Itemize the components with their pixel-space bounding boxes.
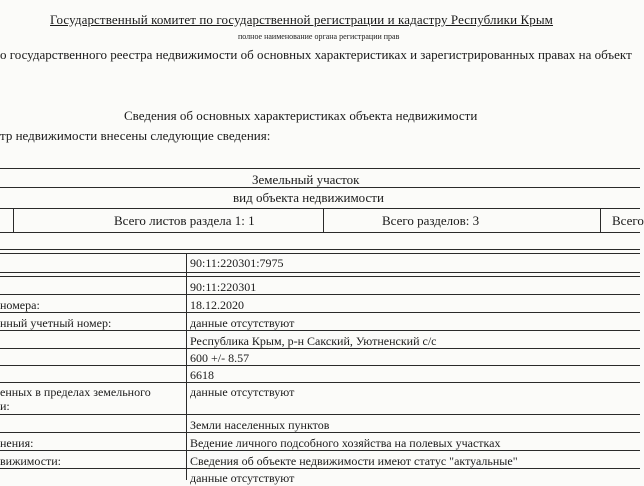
cell-divider-3 bbox=[600, 208, 601, 232]
row-border bbox=[0, 382, 640, 383]
previous-number-label: нный учетный номер: bbox=[0, 316, 112, 330]
table-divider bbox=[0, 208, 640, 209]
object-kind-caption: вид объекта недвижимости bbox=[233, 190, 384, 205]
row-border bbox=[0, 312, 640, 313]
objects-within-value: данные отсутствуют bbox=[190, 385, 295, 399]
status-value: Сведения об объекте недвижимости имеют статус "актуальные" bbox=[190, 454, 518, 468]
intro-text: тр недвижимости внесены следующие сведения: bbox=[0, 128, 271, 143]
object-kind-underline bbox=[0, 187, 640, 188]
area-value: 600 +/- 8.57 bbox=[190, 351, 250, 365]
row-border bbox=[0, 450, 640, 451]
section-title: Сведения об основных характеристиках объекта недвижимости bbox=[124, 108, 478, 123]
column-divider bbox=[186, 253, 187, 480]
table-divider-3 bbox=[0, 249, 640, 250]
extra-info-value: данные отсутствуют bbox=[190, 471, 295, 485]
row-border bbox=[0, 276, 640, 277]
objects-within-label: енных в пределах земельного bbox=[0, 385, 151, 399]
status-label: вижимости: bbox=[0, 454, 62, 468]
land-category-value: Земли населенных пунктов bbox=[190, 418, 330, 432]
cell-divider-1 bbox=[13, 208, 14, 232]
address-value: Республика Крым, р-н Сакский, Уютненский с/с bbox=[190, 334, 437, 348]
cadastral-value: 6618 bbox=[190, 368, 214, 382]
assignment-date-label: номера: bbox=[0, 298, 40, 312]
previous-number-value: данные отсутствуют bbox=[190, 316, 295, 330]
objects-within-label-2: и: bbox=[0, 399, 10, 413]
row-border bbox=[0, 330, 640, 331]
agency-caption: полное наименование органа регистрации прав bbox=[238, 32, 400, 41]
agency-name: Государственный комитет по государственной регистрации и кадастру Республики Крым bbox=[50, 12, 554, 27]
quarter-number-value: 90:11:220301 bbox=[190, 280, 257, 294]
table-divider-2 bbox=[0, 232, 640, 233]
cell-divider-2 bbox=[323, 208, 324, 232]
row-border bbox=[0, 294, 640, 295]
permitted-use-label: нения: bbox=[0, 436, 34, 450]
row-border bbox=[0, 432, 640, 433]
permitted-use-value: Ведение личного подсобного хозяйства на полевых участках bbox=[190, 436, 501, 450]
row-border bbox=[0, 348, 640, 349]
row-border bbox=[0, 365, 640, 366]
sheets-section-count: Всего листов раздела 1: 1 bbox=[114, 213, 255, 228]
sections-total: Всего разделов: 3 bbox=[382, 213, 480, 228]
row-border bbox=[0, 272, 640, 273]
cadastral-number-value: 90:11:220301:7975 bbox=[190, 256, 284, 270]
extract-title: о государственного реестра недвижимости об основных характеристиках и зарегистрированных правах на объект bbox=[0, 47, 632, 62]
sheets-total-cut: Всего bbox=[612, 213, 644, 228]
object-kind: Земельный участок bbox=[252, 172, 360, 187]
row-border bbox=[0, 253, 640, 254]
table-top-border bbox=[0, 168, 640, 169]
row-border bbox=[0, 468, 640, 469]
assignment-date-value: 18.12.2020 bbox=[190, 298, 244, 312]
row-border bbox=[0, 414, 640, 415]
